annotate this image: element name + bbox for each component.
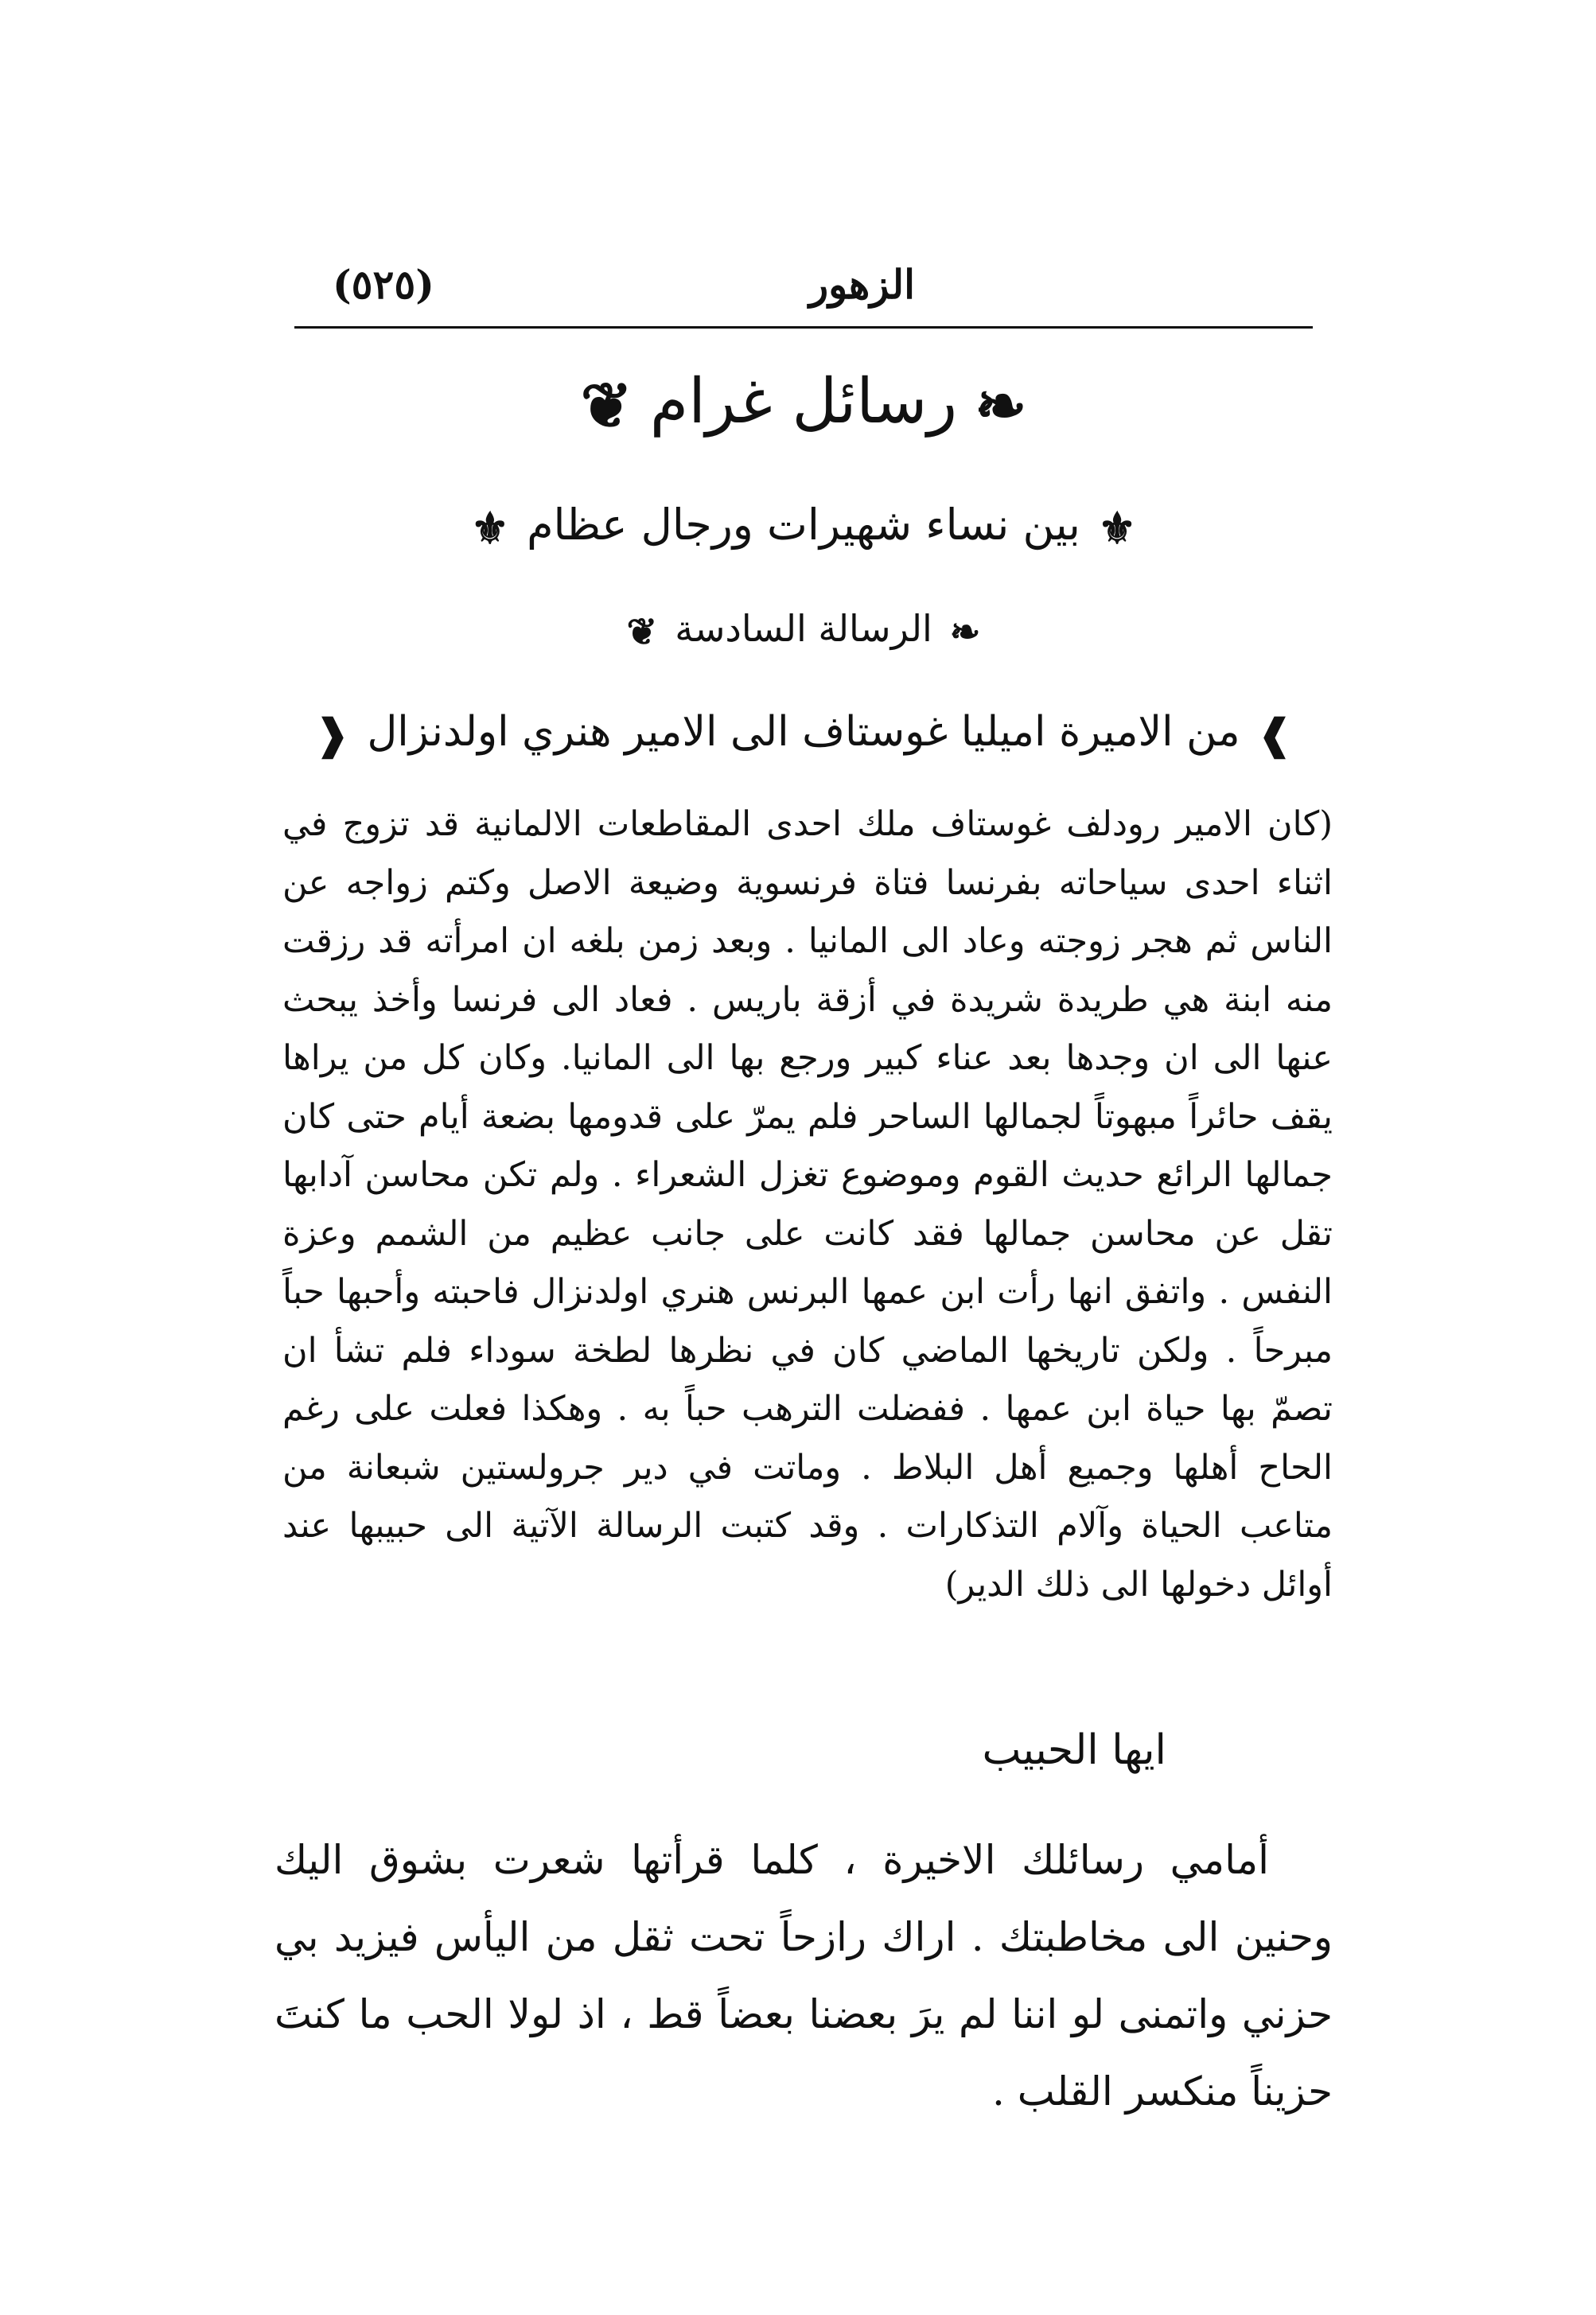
from-to-heading bbox=[294, 692, 1313, 775]
header-rule bbox=[294, 326, 1313, 329]
main-title bbox=[294, 350, 1313, 458]
ornament-icon: ❰ bbox=[314, 710, 350, 759]
letter-number-heading bbox=[294, 593, 1313, 667]
salutation: ايها الحبيب bbox=[982, 1726, 1166, 1774]
ornament-icon: ❱ bbox=[1257, 710, 1293, 759]
subtitle-text: بين نساء شهيرات ورجال عظام bbox=[527, 500, 1080, 550]
from-to-text: من الاميرة اميليا غوستاف الى الامير هنري اولدنزال bbox=[367, 708, 1240, 756]
ornament-icon: ❦ bbox=[626, 610, 658, 653]
ornament-icon: ⚜ bbox=[470, 503, 510, 554]
page-number: (٥٢٥) bbox=[333, 261, 434, 308]
letter-number-text: الرسالة السادسة bbox=[675, 607, 932, 650]
main-title-text: رسائل غرام bbox=[649, 366, 958, 438]
ornament-icon: ❧ bbox=[975, 369, 1027, 442]
ornament-icon: ❧ bbox=[949, 610, 981, 653]
intro-paragraph: (كان الامير رودلف غوستاف ملك احدى المقاطعات الالمانية قد تزوج في اثناء احدى سياحاته بفرنسا فتاة فرنسوية وضيعة الاصل وكتم زواجه عن الناس ثم هجر زوجته وعاد الى المانيا . وبعد زمن بلغه ان امرأته قد رزقت منه ابنة هي طريدة شريدة في أزقة باريس . فعاد الى فرنسا وأخذ يبحث عنها الى ان وجدها بعد عناء كبير ورجع بها الى المانيا. وكان كل من يراها يقف حائراً مبهوتاً لجمالها الساحر فلم يمرّ على قدومها بضعة أيام حتى كان جمالها الرائع حديث القوم وموضوع تغزل الشعراء . ولم تكن محاسن آدابها تقل عن محاسن جمالها فقد كانت على جانب عظيم من الشمم وعزة النفس . واتفق انها رأت ابن عمها البرنس هنري اولدنزال فاحبته وأحبها حباً مبرحاً . ولكن تاريخها الماضي كان في نظرها لطخة سوداء فلم تشأ ان تصمّ بها حياة ابن عمها . ففضلت الترهب حباً به . وهكذا فعلت على رغم الحاح أهلها وجميع أهل البلاط . وماتت في دير جرولستين شبعانة من متاعب الحياة وآلام التذكارات . وقد كتبت الرسالة الآتية الى حبيبها عند أوائل دخولها الى ذلك الدير) bbox=[282, 804, 1333, 1605]
running-title: الزهور bbox=[808, 261, 915, 308]
subtitle bbox=[294, 485, 1313, 568]
ornament-icon: ❦ bbox=[580, 369, 633, 442]
ornament-icon: ⚜ bbox=[1097, 503, 1137, 554]
letter-body-paragraph: أمامي رسائلك الاخيرة ، كلما قرأتها شعرت بشوق اليك وحنين الى مخاطبتك . اراك رازحاً تحت ثقل من اليأس فيزيد بي حزني واتمنى لو اننا لم يرَ بعضنا بعضاً قط ، اذ لولا الحب ما كنتَ حزيناً منكسر القلب . bbox=[274, 1837, 1333, 2115]
page-header bbox=[294, 253, 1313, 317]
